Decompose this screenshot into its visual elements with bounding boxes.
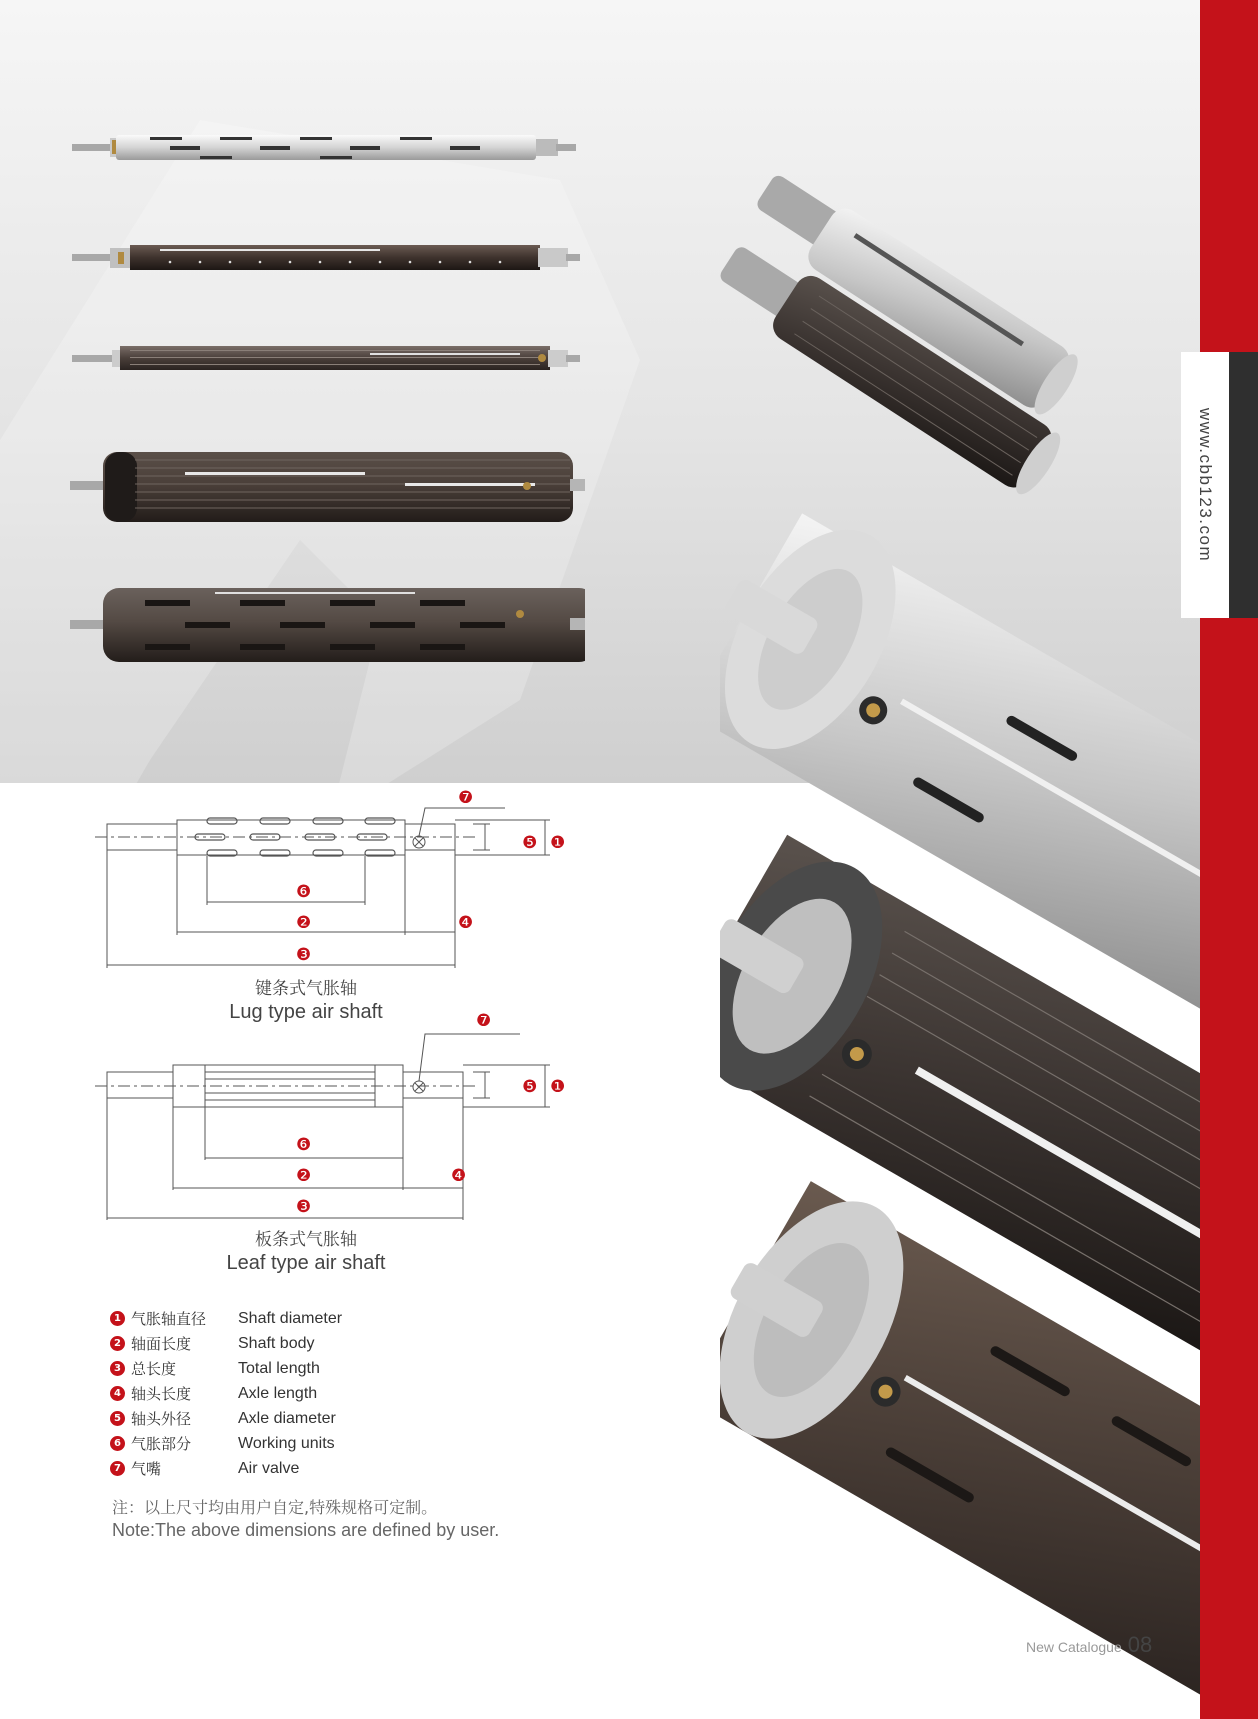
lug-marker-6: ❻	[296, 882, 312, 902]
legend-number: 3	[110, 1361, 125, 1376]
legend-label-zh: 气胀部分	[131, 1435, 192, 1453]
legend-number: 4	[110, 1386, 125, 1401]
lug-shaft-dark-photo	[70, 240, 580, 276]
leaf-marker-2: ❷	[296, 1166, 312, 1186]
legend-number: 1	[110, 1311, 125, 1326]
legend-item	[110, 1456, 342, 1481]
legend-label-zh: 轴头外径	[131, 1410, 192, 1428]
legend-number: 7	[110, 1461, 125, 1476]
legend-item	[110, 1356, 342, 1381]
lug-type-caption	[146, 978, 466, 1024]
lug-shaft-large-photo	[65, 584, 585, 666]
website-tab-dark-strip	[1229, 352, 1258, 618]
legend-item	[110, 1331, 342, 1356]
legend-label-en: Shaft diameter	[238, 1309, 343, 1327]
accent-bar-top	[1200, 0, 1258, 352]
legend-label-zh: 轴面长度	[131, 1335, 192, 1353]
legend-label-en: Air valve	[238, 1459, 300, 1477]
legend-number: 5	[110, 1411, 125, 1426]
leaf-shaft-thin-photo	[70, 342, 580, 374]
lug-marker-3: ❸	[296, 945, 312, 965]
leaf-type-caption-zh: 板条式气胀轴	[255, 1230, 357, 1250]
note-text-en: Note:The above dimensions are defined by user.	[112, 1520, 500, 1540]
leaf-type-diagram	[95, 1030, 575, 1220]
dimension-legend	[110, 1306, 342, 1481]
legend-item	[110, 1306, 342, 1331]
legend-number: 6	[110, 1436, 125, 1451]
lug-marker-4: ❹	[458, 913, 474, 933]
leaf-marker-4: ❹	[451, 1166, 467, 1186]
legend-item	[110, 1431, 342, 1456]
leaf-marker-5: ❺	[522, 1077, 538, 1097]
page-number: 08	[1127, 1632, 1153, 1657]
legend-label-zh: 总长度	[131, 1360, 177, 1378]
leaf-shaft-large-photo	[65, 446, 585, 526]
legend-item	[110, 1381, 342, 1406]
lug-marker-7: ❼	[458, 788, 474, 808]
legend-label-en: Axle diameter	[238, 1409, 336, 1427]
legend-number: 2	[110, 1336, 125, 1351]
leaf-marker-7: ❼	[476, 1011, 492, 1031]
lug-type-caption-en: Lug type air shaft	[229, 1001, 383, 1023]
legend-label-zh: 轴头长度	[131, 1385, 192, 1403]
lug-type-diagram	[95, 790, 575, 970]
leaf-marker-3: ❸	[296, 1197, 312, 1217]
legend-label-en: Shaft body	[238, 1334, 315, 1352]
leaf-type-caption-en: Leaf type air shaft	[226, 1252, 386, 1274]
dimensions-note	[112, 1497, 499, 1541]
leaf-marker-6: ❻	[296, 1135, 312, 1155]
website-url[interactable]: www.cbb123.com	[1196, 407, 1215, 563]
accent-bar-bottom	[1200, 618, 1258, 1719]
legend-label-en: Axle length	[238, 1384, 318, 1402]
lug-type-caption-zh: 键条式气胀轴	[255, 979, 357, 999]
lug-marker-1: ❶	[550, 833, 566, 853]
product-closeup-photos	[720, 100, 1200, 1719]
catalogue-label: New Catalogue	[1026, 1639, 1122, 1655]
lug-marker-5: ❺	[522, 833, 538, 853]
leaf-type-caption	[146, 1229, 466, 1275]
leaf-marker-1: ❶	[550, 1077, 566, 1097]
note-text-zh: 注：以上尺寸均由用户自定,特殊规格可定制。	[112, 1498, 438, 1517]
page-footer	[1026, 1632, 1152, 1658]
legend-label-en: Working units	[238, 1434, 335, 1452]
legend-item	[110, 1406, 342, 1431]
legend-label-en: Total length	[238, 1359, 320, 1377]
legend-label-zh: 气嘴	[131, 1460, 162, 1478]
lug-marker-2: ❷	[296, 913, 312, 933]
legend-label-zh: 气胀轴直径	[131, 1310, 207, 1328]
lug-shaft-silver-photo	[70, 128, 580, 168]
